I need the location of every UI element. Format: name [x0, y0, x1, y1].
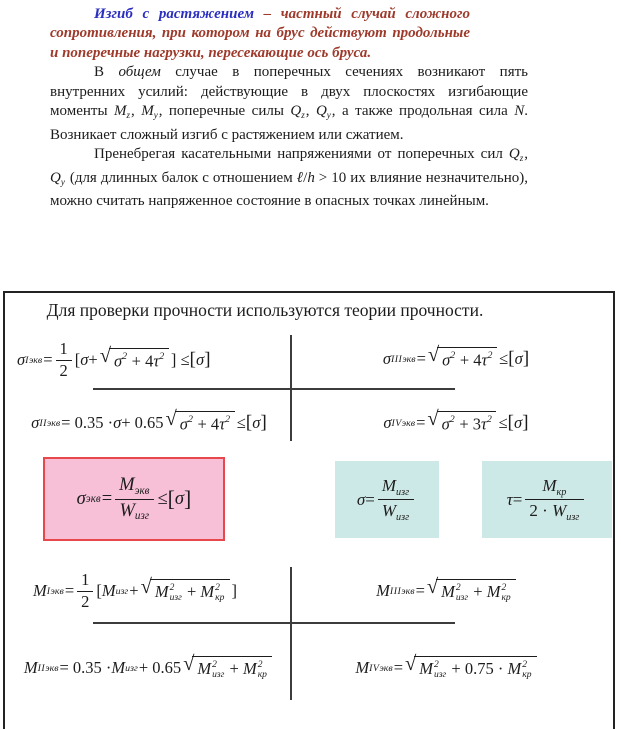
math-text: , [131, 103, 142, 120]
math-text: N [514, 103, 525, 120]
math-text: Q [508, 145, 520, 162]
formula-sigma-II [7, 395, 291, 451]
formula-M-IV [297, 639, 597, 697]
math-supsub [501, 583, 510, 603]
math-sqrt [183, 652, 272, 680]
math-text: случае в поперечных сечениях возникают пять внутренних усилий: действующие в двух плоскостях изгибающие моменты [50, 64, 528, 120]
math-text: = 0.35 · [61, 413, 114, 432]
math-superscript: 2 [212, 658, 217, 670]
math-text: [ [96, 581, 102, 600]
formula-sigma-III [297, 329, 615, 389]
math-text: τ [481, 350, 488, 370]
math-text: ℓ [296, 169, 304, 186]
math-text: Q [290, 103, 302, 120]
math-text: τ [481, 414, 487, 434]
math-subscript: изг [434, 668, 447, 680]
math-text: M [542, 476, 557, 496]
math-subscript: y [326, 110, 331, 121]
math-superscript: IV [391, 417, 402, 429]
math-sqrt [405, 652, 537, 680]
math-subscript: кр [257, 668, 267, 680]
math-text: 1 [59, 339, 68, 359]
box-title: Для проверки прочности используются теории прочности. [46, 300, 484, 320]
math-text: + [182, 581, 201, 601]
divider-horizontal-M [93, 622, 455, 624]
radical-sign-icon: √ [427, 408, 439, 431]
math-supsub [215, 583, 224, 603]
math-supsub [170, 583, 182, 603]
math-text: σ [356, 489, 366, 509]
math-text: . Возникает сложный изгиб с растяжением или сжатием. [50, 103, 528, 143]
definition-text: – частный случай сложного сопротивления, при котором на брус действуют продольные и поперечные нагрузки, пересекающие ось бруса. [50, 6, 471, 61]
math-text: , [305, 103, 316, 120]
math-text: = [393, 658, 404, 677]
math-supsub [456, 583, 468, 603]
math-text: σ [113, 351, 123, 371]
math-text: = [101, 488, 113, 509]
math-text: M [200, 581, 215, 601]
math-radicand [150, 579, 230, 603]
math-fraction [77, 571, 93, 611]
formula-M-I [33, 559, 293, 623]
math-text: h [307, 169, 315, 186]
formula-sigma-definition-highlight [335, 461, 439, 538]
math-text: σ [31, 413, 40, 432]
math-denominator [56, 361, 72, 380]
math-subscript: экв [379, 662, 393, 674]
math-text: = 0.35 · [59, 658, 112, 677]
math-text: = [512, 489, 523, 509]
math-text: [ [507, 412, 515, 433]
math-superscript: 2 [522, 658, 527, 670]
math-subscript: изг [566, 511, 580, 523]
math-subscript: экв [28, 354, 43, 366]
math-fraction [378, 476, 414, 523]
math-text: , поперечные силы [158, 103, 291, 120]
math-text: τ [153, 351, 160, 371]
math-text: τ [506, 489, 513, 509]
math-subscript: изг [212, 668, 225, 680]
math-text: = [416, 413, 426, 432]
math-sqrt [140, 575, 230, 603]
intro-paragraph-internal-forces [50, 63, 528, 145]
math-text: M [23, 658, 38, 677]
radical-sign-icon: √ [165, 408, 177, 431]
math-text: + [225, 658, 243, 678]
math-text: σ [514, 349, 523, 368]
math-text: M [197, 658, 212, 678]
math-superscript: 2 [450, 350, 456, 362]
math-sqrt [99, 345, 169, 371]
math-text: + [469, 581, 487, 601]
math-subscript: z [126, 110, 130, 121]
math-superscript: 2 [487, 350, 493, 362]
math-superscript: I [46, 585, 51, 597]
math-radicand [437, 411, 497, 434]
math-superscript: 2 [455, 581, 461, 593]
math-superscript: 2 [501, 581, 507, 593]
math-text: = [43, 350, 53, 369]
math-numerator [115, 475, 154, 499]
math-text: ] [522, 412, 529, 433]
math-subscript: экв [401, 417, 416, 429]
math-text: [ [189, 349, 196, 370]
definition-term: Изгиб с растяжением [94, 6, 255, 22]
math-numerator [56, 340, 72, 360]
math-text: = [415, 581, 425, 600]
math-text: M [33, 581, 47, 600]
math-text: ] [522, 348, 530, 369]
math-text: σ [113, 413, 122, 432]
math-sqrt [165, 408, 235, 434]
math-radicand [192, 656, 272, 680]
math-superscript: III [389, 585, 402, 597]
math-subscript: экв [46, 417, 61, 429]
math-text: ] ≤ [170, 350, 190, 369]
math-denominator [77, 592, 93, 611]
math-text: Пренебрегая касательными напряжениями от поперечных сил [94, 145, 509, 162]
math-text: = [416, 349, 426, 368]
math-text: σ [17, 350, 26, 369]
math-text: + [129, 581, 139, 600]
math-superscript: 2 [169, 581, 175, 593]
math-subscript: экв [401, 585, 415, 597]
formula-sigma-ekv-highlight [43, 457, 225, 541]
math-text: 1 [81, 570, 90, 590]
math-subscript: изг [125, 662, 138, 674]
math-radicand [414, 656, 536, 680]
math-text: + 3 [455, 414, 482, 434]
math-subscript: изг [169, 591, 182, 603]
math-text: + [88, 350, 98, 369]
math-text: M [113, 103, 127, 120]
math-subscript: экв [402, 353, 416, 365]
math-superscript: 2 [187, 414, 194, 426]
math-text: σ [382, 349, 391, 368]
intro-paragraph-definition [50, 5, 470, 63]
math-text: σ [196, 350, 205, 369]
math-superscript: 2 [225, 414, 231, 426]
math-text: ] [204, 349, 211, 370]
radical-sign-icon: √ [140, 575, 152, 598]
radical-sign-icon: √ [99, 345, 112, 368]
intro-paragraph-assumption [50, 145, 528, 212]
math-text: σ [174, 488, 185, 509]
math-subscript: изг [134, 510, 150, 523]
math-text: σ [76, 488, 86, 509]
math-text: [ [167, 486, 175, 511]
math-superscript: III [390, 353, 403, 365]
math-text: + 0.75 · [447, 658, 508, 678]
math-text: σ [514, 413, 523, 432]
math-text: 2 [59, 360, 68, 380]
math-denominator [378, 500, 414, 523]
math-text: W [119, 500, 135, 521]
math-text: Q [50, 169, 61, 186]
math-text: = [64, 581, 75, 600]
math-superscript: I [25, 354, 29, 366]
math-subscript: кр [501, 591, 511, 603]
math-numerator [77, 571, 93, 591]
math-subscript: кр [522, 668, 532, 680]
intro-section [50, 5, 528, 211]
math-text: > 10 их влияние незначительно), можно считать напряженное состояние в опасных точках линейным. [50, 169, 528, 210]
math-superscript: 2 [257, 658, 263, 670]
math-text: M [486, 581, 501, 601]
math-supsub [212, 660, 224, 680]
math-text: ≤ [499, 349, 509, 368]
math-fraction [115, 475, 154, 523]
math-text: [ [245, 412, 253, 433]
radical-sign-icon: √ [427, 344, 440, 367]
math-text: M [419, 658, 434, 678]
math-subscript: изг [455, 591, 469, 603]
math-text: = [365, 489, 375, 509]
math-subscript: y [60, 176, 65, 187]
math-text: ] [260, 412, 267, 433]
formula-M-II [7, 639, 291, 697]
math-text: + 4 [193, 414, 220, 434]
math-text: + 0.65 [121, 413, 164, 432]
math-text: + 4 [455, 350, 482, 370]
math-denominator [115, 500, 154, 523]
math-supsub [258, 660, 267, 680]
math-text: , [524, 145, 528, 162]
strength-theories-box [3, 291, 615, 729]
math-text: σ [80, 350, 89, 369]
radical-sign-icon: √ [426, 575, 439, 598]
math-text: M [507, 658, 522, 678]
math-numerator [525, 476, 584, 500]
math-text: σ [383, 413, 392, 432]
math-subscript: z [301, 110, 305, 121]
math-text: В [94, 64, 119, 81]
formula-sigma-IV [297, 395, 615, 451]
math-fraction [525, 476, 584, 523]
math-superscript: 2 [434, 658, 439, 670]
math-subscript: экв [85, 493, 101, 505]
math-text: M [141, 103, 154, 120]
math-text: M [441, 581, 455, 601]
math-radicand [436, 579, 516, 603]
math-subscript: y [153, 110, 158, 121]
math-text: ] [231, 581, 238, 600]
math-subscript: кр [215, 591, 225, 603]
math-text: 2 [81, 591, 90, 611]
math-numerator [378, 476, 414, 500]
math-text: 2 · [529, 501, 553, 520]
math-denominator [525, 500, 584, 523]
math-text: W [552, 501, 567, 520]
math-subscript: z [519, 153, 524, 164]
radical-sign-icon: √ [405, 652, 417, 675]
math-superscript: 2 [122, 351, 128, 363]
math-text: M [355, 658, 370, 677]
math-text: σ [441, 414, 450, 434]
math-text: + 4 [127, 351, 154, 371]
math-text: M [381, 476, 397, 496]
math-text: (для длинных балок с отношением [65, 169, 297, 186]
math-text: W [381, 501, 397, 520]
math-subscript: изг [115, 585, 129, 597]
divider-horizontal-sigma [93, 388, 455, 390]
math-radicand [109, 348, 169, 371]
math-superscript: 2 [159, 351, 165, 363]
math-text: τ [219, 414, 226, 434]
math-fraction [56, 340, 72, 380]
math-superscript: 2 [486, 414, 493, 426]
math-text: M [119, 475, 135, 496]
math-superscript: IV [369, 662, 380, 674]
math-text: [ [508, 348, 515, 369]
math-subscript: экв [50, 585, 64, 597]
math-text: ] [184, 486, 192, 511]
math-superscript: 2 [215, 581, 220, 593]
math-text: ≤ [157, 488, 168, 509]
math-text: M [154, 581, 169, 601]
math-supsub [434, 660, 446, 680]
formula-M-III [297, 559, 597, 623]
math-supsub [522, 660, 531, 680]
math-subscript: кр [556, 486, 567, 498]
math-superscript: 2 [449, 414, 456, 426]
math-text: общем [118, 64, 161, 81]
math-subscript: экв [134, 485, 150, 498]
math-text: + 0.65 [138, 658, 182, 677]
math-text: ≤ [236, 413, 246, 432]
math-subscript: экв [45, 662, 59, 674]
math-text: ≤ [498, 413, 508, 432]
math-text: M [101, 581, 116, 600]
math-subscript: изг [396, 511, 410, 523]
math-text: M [242, 658, 257, 678]
math-sqrt [427, 344, 497, 370]
formula-sigma-I [17, 331, 289, 389]
formula-tau-definition-highlight [482, 461, 612, 538]
math-text: Q [315, 103, 327, 120]
math-text: , а также продольная сила [331, 103, 515, 120]
math-sqrt [426, 575, 516, 603]
math-sqrt [427, 408, 496, 434]
math-text: [ [74, 350, 81, 369]
math-superscript: II [39, 417, 47, 429]
math-radicand [437, 347, 497, 370]
math-text: M [111, 658, 126, 677]
math-subscript: изг [396, 486, 410, 498]
math-text: σ [252, 413, 261, 432]
math-text: / [303, 169, 308, 186]
radical-sign-icon: √ [183, 652, 195, 675]
math-text: σ [179, 414, 188, 434]
math-text: σ [442, 350, 451, 370]
math-text: M [376, 581, 390, 600]
math-superscript: II [37, 662, 46, 674]
math-radicand [175, 411, 235, 434]
